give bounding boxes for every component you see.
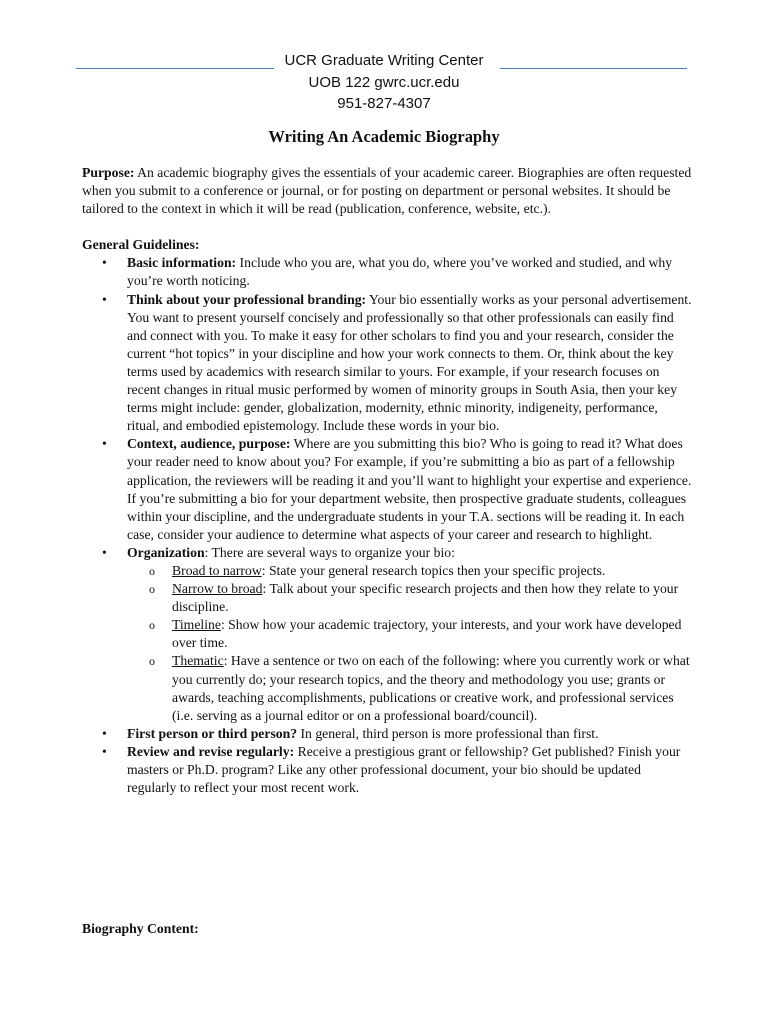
guidelines-list bbox=[82, 254, 692, 797]
page-title: Writing An Academic Biography bbox=[268, 127, 500, 146]
list-item bbox=[82, 743, 692, 797]
item-text: Where are you submitting this bio? Who is going to read it? What does your reader need to know about you? For example, if you’re submitting a bio as part of a fellowship application, the reviewers will be reading it and you’ll want to highlight your expertise and experience. If you’re submitting a bio for your department website, then prospective graduate students, colleagues within your discipline, and the undergraduate students in your T.A. sections will be reading it. In each case, consider your audience to determine what aspects of your career and research to highlight. bbox=[127, 436, 692, 542]
sub-item-text: : Talk about your specific research projects and then how they relate to your discipline. bbox=[172, 581, 679, 615]
biography-content-heading: Biography Content: bbox=[82, 921, 199, 936]
page-header bbox=[0, 50, 768, 115]
bullet-icon: • bbox=[102, 255, 107, 271]
list-item bbox=[82, 435, 692, 544]
sub-item-label: Narrow to broad bbox=[172, 581, 263, 597]
header-phone: 951-827-4307 bbox=[337, 95, 431, 112]
sub-list-item bbox=[127, 562, 692, 580]
item-text: Your bio essentially works as your personal advertisement. You want to present yourself concisely and professionally so that other professionals can easily find and connect with you. To make it easy for other scholars to find you and your research, consider the current “hot topics” in your discipline and how your work connects to them. Or, think about the key terms used by academics with research similar to yours. For example, if your research focuses on recent changes in ritual music performed by women of minority groups in South Asia, then your key terms might include: gender, globalization, modernity, ethnic minority, indigeneity, performance, ritual, and embodied epistemology. Include these words in your bio. bbox=[127, 291, 692, 434]
sub-item-label: Timeline bbox=[172, 617, 221, 633]
item-text: Receive a prestigious grant or fellowship? Get published? Finish your masters or Ph.D. program? Like any other professional document, your bio should be updated regularly to reflect your most recent work. bbox=[127, 743, 681, 796]
purpose-label: Purpose: bbox=[82, 165, 135, 180]
list-item bbox=[82, 254, 692, 290]
purpose-text: An academic biography gives the essentials of your academic career. Biographies are often requested when you submit to a conference or journal, or for posting on department or personal websites. It should be tailored to the context in which it will be read (publication, conference, website, etc.). bbox=[82, 165, 692, 217]
header-address: UOB 122 gwrc.ucr.edu bbox=[308, 73, 460, 91]
bullet-icon: • bbox=[102, 725, 107, 741]
item-text: : There are several ways to organize your bio: bbox=[204, 544, 455, 560]
item-label: Review and revise regularly: bbox=[127, 743, 295, 759]
sub-item-text: : State your general research topics then your specific projects. bbox=[261, 562, 606, 578]
sub-item-label: Thematic bbox=[172, 653, 224, 669]
list-item bbox=[82, 725, 692, 743]
circle-bullet-icon: o bbox=[149, 654, 155, 669]
organization-sublist bbox=[127, 562, 692, 725]
sub-item-text: : Show how your academic trajectory, your interests, and your work have developed over time. bbox=[172, 617, 682, 651]
item-text: In general, third person is more professional than first. bbox=[297, 725, 599, 741]
sub-list-item bbox=[127, 652, 692, 724]
sub-list-item bbox=[127, 616, 692, 652]
item-label: Context, audience, purpose: bbox=[127, 436, 291, 452]
item-label: First person or third person? bbox=[127, 725, 298, 741]
purpose-paragraph bbox=[82, 164, 692, 218]
bullet-icon: • bbox=[102, 743, 107, 759]
item-label: Organization bbox=[127, 544, 205, 560]
header-center-name: UCR Graduate Writing Center bbox=[284, 52, 484, 69]
sub-list-item bbox=[127, 580, 692, 616]
sub-item-label: Broad to narrow bbox=[172, 562, 262, 578]
item-label: Think about your professional branding: bbox=[127, 291, 367, 307]
list-item bbox=[82, 291, 692, 436]
bullet-icon: • bbox=[102, 436, 107, 452]
circle-bullet-icon: o bbox=[149, 563, 155, 578]
document-body bbox=[82, 164, 692, 797]
list-item bbox=[82, 544, 692, 725]
circle-bullet-icon: o bbox=[149, 618, 155, 633]
circle-bullet-icon: o bbox=[149, 582, 155, 597]
guidelines-heading: General Guidelines: bbox=[82, 237, 200, 253]
sub-item-text: : Have a sentence or two on each of the following: where you currently work or what you currently do; your research topics, and the theory and methodology you use; grants or awards, teaching accomplishments, publications or creative work, and professional services (i.e. serving as a journal editor or on a professional board/council). bbox=[172, 653, 690, 723]
item-label: Basic information: bbox=[127, 255, 237, 271]
item-text: Include who you are, what you do, where you’ve worked and studied, and why you’re worth noticing. bbox=[127, 255, 673, 289]
bullet-icon: • bbox=[102, 291, 107, 307]
bullet-icon: • bbox=[102, 544, 107, 560]
